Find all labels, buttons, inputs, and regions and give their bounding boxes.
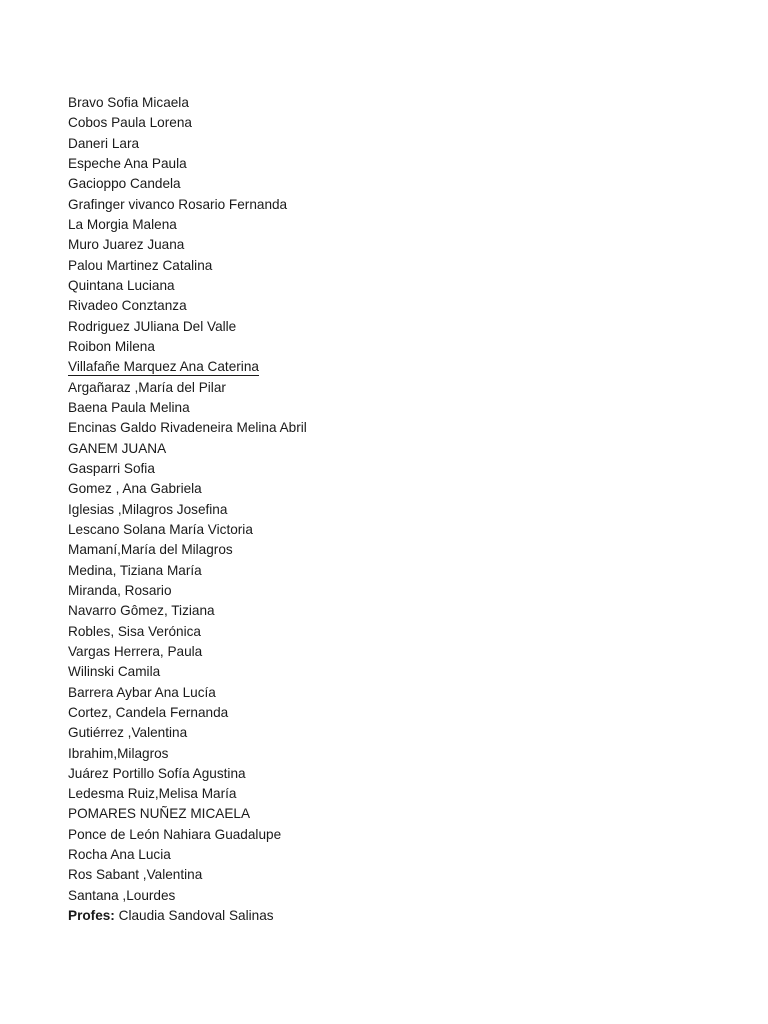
- student-name-text: Miranda, Rosario: [68, 582, 172, 598]
- student-name-item: [68, 561, 728, 581]
- student-name-item: [68, 886, 728, 906]
- student-name-text: Daneri Lara: [68, 135, 140, 151]
- student-name-text: Cobos Paula Lorena: [68, 115, 192, 131]
- student-name-text: Gacioppo Candela: [68, 176, 181, 192]
- student-name-item: [68, 398, 728, 418]
- student-name-item: [68, 418, 728, 438]
- student-name-item: [68, 601, 728, 621]
- student-name-item: [68, 276, 728, 296]
- student-name-item: [68, 317, 728, 337]
- student-name-text: Villafañe Marquez Ana Caterina: [68, 359, 259, 375]
- student-name-text: Santana ,Lourdes: [68, 887, 176, 903]
- student-name-item: [68, 744, 728, 764]
- student-name-text: Ros Sabant ,Valentina: [68, 867, 203, 883]
- student-name-item: [68, 784, 728, 804]
- student-name-text: Mamaní,María del Milagros: [68, 542, 233, 558]
- student-name-item: [68, 642, 728, 662]
- student-name-item: [68, 662, 728, 682]
- student-name-item: [68, 865, 728, 885]
- student-name-text: Iglesias ,Milagros Josefina: [68, 501, 228, 517]
- student-name-item: [68, 439, 728, 459]
- student-name-item: [68, 540, 728, 560]
- student-name-item: [68, 825, 728, 845]
- student-name-text: Espeche Ana Paula: [68, 155, 187, 171]
- student-name-item: [68, 520, 728, 540]
- teachers-names: Claudia Sandoval Salinas: [118, 908, 274, 924]
- student-name-text: Wilinski Camila: [68, 664, 161, 680]
- student-name-text: Bravo Sofia Micaela: [68, 95, 189, 110]
- student-name-text: Rivadeo Conztanza: [68, 298, 187, 314]
- student-name-item: [68, 256, 728, 276]
- student-name-text: Baena Paula Melina: [68, 399, 190, 415]
- student-name-item: [68, 459, 728, 479]
- student-name-item: [68, 764, 728, 784]
- student-name-item: [68, 93, 728, 113]
- student-name-item: [68, 134, 728, 154]
- student-name-text: Robles, Sisa Verónica: [68, 623, 201, 639]
- student-name-text: Encinas Galdo Rivadeneira Melina Abril: [68, 420, 307, 436]
- student-name-item: [68, 113, 728, 133]
- document-page: [68, 93, 728, 926]
- student-name-text: Cortez, Candela Fernanda: [68, 704, 229, 720]
- student-name-text: Grafinger vivanco Rosario Fernanda: [68, 196, 288, 212]
- student-name-item: [68, 723, 728, 743]
- student-name-text: Lescano Solana María Victoria: [68, 521, 253, 537]
- student-name-text: La Morgia Malena: [68, 216, 177, 232]
- student-name-item: [68, 154, 728, 174]
- student-name-text: Medina, Tiziana María: [68, 562, 202, 578]
- student-name-item: [68, 581, 728, 601]
- student-name-text: Vargas Herrera, Paula: [68, 643, 203, 659]
- student-name-text: Roibon Milena: [68, 338, 155, 354]
- student-name-item: [68, 174, 728, 194]
- student-name-text: Barrera Aybar Ana Lucía: [68, 684, 216, 700]
- student-name-text: Ledesma Ruiz,Melisa María: [68, 786, 237, 802]
- student-name-text: Gomez , Ana Gabriela: [68, 481, 202, 497]
- student-name-text: Gutiérrez ,Valentina: [68, 725, 188, 741]
- teachers-label: Profes:: [68, 908, 115, 924]
- student-name-text: Navarro Gômez, Tiziana: [68, 603, 215, 619]
- student-name-item: [68, 195, 728, 215]
- student-name-item: [68, 357, 728, 377]
- student-name-item: [68, 845, 728, 865]
- student-name-item: [68, 703, 728, 723]
- student-name-item: [68, 479, 728, 499]
- student-name-text: Ponce de León Nahiara Guadalupe: [68, 826, 282, 842]
- student-name-item: [68, 215, 728, 235]
- student-name-text: Quintana Luciana: [68, 277, 175, 293]
- student-name-item: [68, 296, 728, 316]
- student-name-text: Rocha Ana Lucia: [68, 847, 171, 863]
- student-name-item: [68, 235, 728, 255]
- student-name-text: Ibrahim,Milagros: [68, 745, 169, 761]
- student-name-item: [68, 622, 728, 642]
- student-name-item: [68, 500, 728, 520]
- student-name-item: [68, 337, 728, 357]
- teachers-line: [68, 906, 728, 926]
- student-name-text: Gasparri Sofia: [68, 460, 155, 476]
- student-name-text: GANEM JUANA: [68, 440, 167, 456]
- student-name-text: POMARES NUÑEZ MICAELA: [68, 806, 251, 822]
- student-name-text: Palou Martinez Catalina: [68, 257, 213, 273]
- student-name-item: [68, 683, 728, 703]
- student-name-item: [68, 804, 728, 824]
- student-name-list: [68, 93, 728, 906]
- student-name-text: Muro Juarez Juana: [68, 237, 185, 253]
- student-name-item: [68, 378, 728, 398]
- student-name-text: Juárez Portillo Sofía Agustina: [68, 765, 246, 781]
- student-name-text: Argañaraz ,María del Pilar: [68, 379, 226, 395]
- student-name-text: Rodriguez JUliana Del Valle: [68, 318, 237, 334]
